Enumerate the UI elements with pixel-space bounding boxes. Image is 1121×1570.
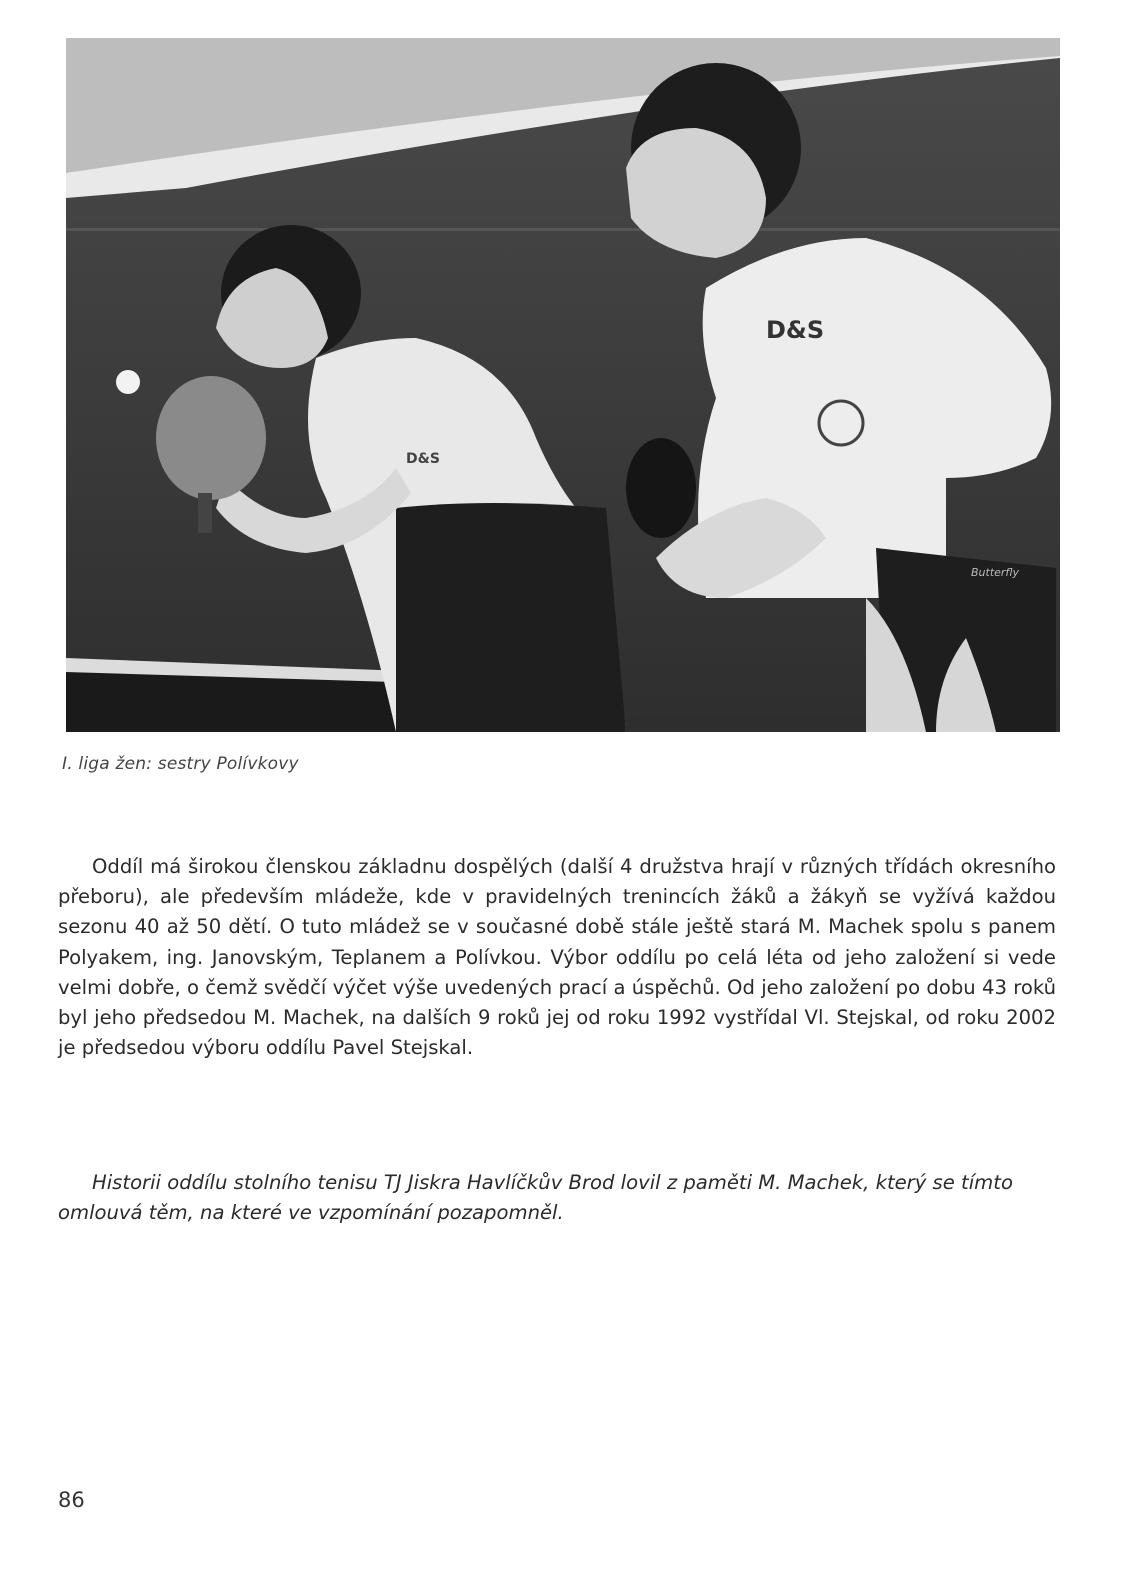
credit-paragraph: Historii oddílu stolního tenisu TJ Jiskra Havlíčkův Brod lovil z paměti M. Machek, který se tímto omlouvá těm, na které ve vzpomínání pozapomněl.	[58, 1171, 1013, 1225]
svg-text:Butterfly: Butterfly	[971, 566, 1020, 579]
body-paragraph: Oddíl má širokou členskou základnu dospělých (další 4 družstva hrají v různých třídách okresního přeboru), ale především mládeže, kde v pravidelných trenincích žáků a žákyň se vyžívá každou sezonu 40 až 50 dětí. O tuto mládež se v současné době stále ještě stará M. Machek spolu s panem Polyakem, ing. Janovským, Teplanem a Polívkou. Výbor oddílu po celá léta od jeho založení si vede velmi dobře, o čemž svědčí výčet výše uvedených prací a úspěchů. Od jeho založení po dobu 43 roků byl jeho předsedou M. Machek, na dalších 9 roků jej od roku 1992 vystřídal Vl. Stejskal, od roku 2002 je předsedou výboru oddílu Pavel Stejskal.	[58, 855, 1056, 1060]
photo-table-tennis-players	[66, 38, 1060, 732]
svg-text:D&S: D&S	[406, 451, 440, 467]
photo-caption: I. liga žen: sestry Polívkovy	[62, 754, 299, 774]
svg-text:D&S: D&S	[766, 316, 825, 344]
photo-illustration	[66, 38, 1060, 732]
page-number: 86	[58, 1488, 85, 1512]
